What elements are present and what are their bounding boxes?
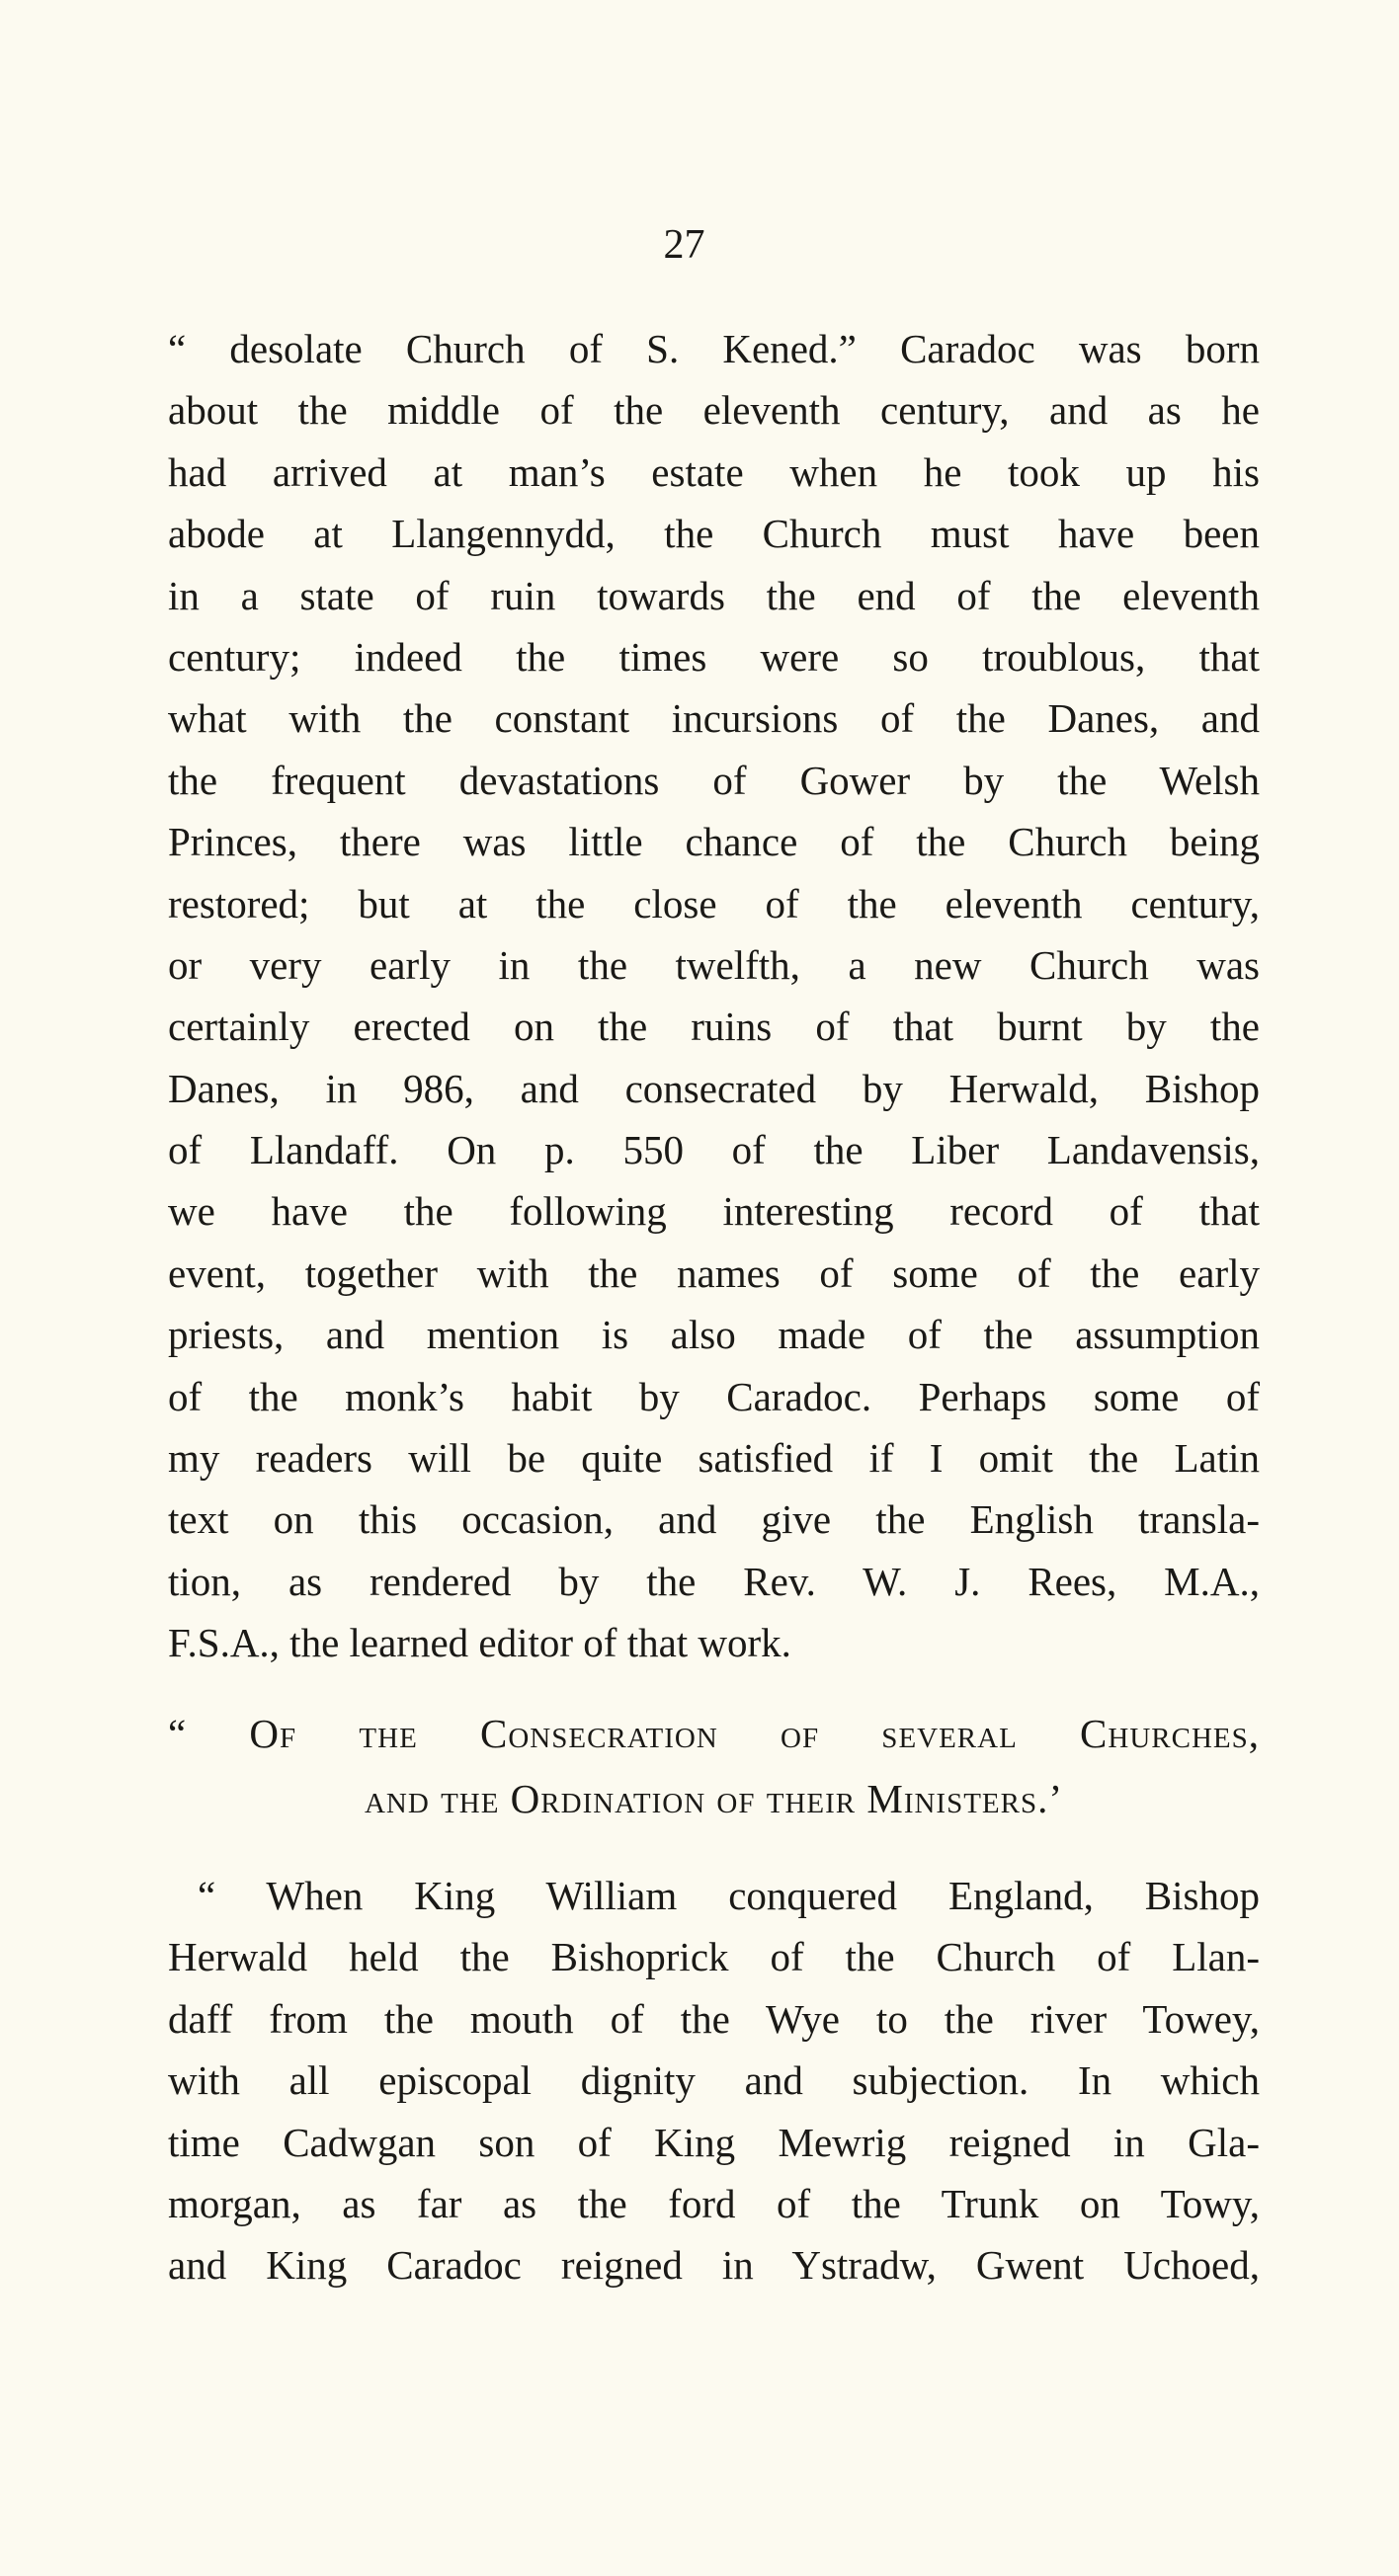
section-heading-consecration — [168, 1701, 1260, 1831]
text-line: “ When King William conquered England, Bishop — [198, 1873, 1260, 1918]
text-line: of Llandaff. On p. 550 of the Liber Landavensis, — [168, 1127, 1260, 1173]
text-line: Princes, there was little chance of the Church being — [168, 819, 1260, 865]
text-line: we have the following interesting record of that — [168, 1188, 1260, 1235]
paragraph-king-william — [168, 1865, 1260, 2296]
text-line: the frequent devastations of Gower by the Welsh — [168, 757, 1260, 803]
text-line: text on this occasion, and give the English transla- — [168, 1496, 1260, 1543]
text-line: Danes, in 986, and consecrated by Herwald, Bishop — [168, 1065, 1260, 1111]
text-line: my readers will be quite satisfied if I omit the Latin — [168, 1435, 1260, 1482]
text-line: about the middle of the eleventh century, and as he — [168, 387, 1260, 434]
text-line: what with the constant incursions of the Danes, and — [168, 695, 1260, 742]
text-line: in a state of ruin towards the end of the eleventh — [168, 572, 1260, 618]
text-line: had arrived at man’s estate when he took up his — [168, 448, 1260, 495]
text-line: morgan, as far as the ford of the Trunk on Towy, — [168, 2180, 1260, 2226]
text-line: of the monk’s habit by Caradoc. Perhaps some of — [168, 1373, 1260, 1419]
heading-line: and the Ordination of their Ministers.’ — [364, 1776, 1064, 1821]
text-line: restored; but at the close of the eleventh century, — [168, 880, 1260, 926]
text-line: tion, as rendered by the Rev. W. J. Rees, M.A., — [168, 1558, 1260, 1604]
text-line: daff from the mouth of the Wye to the river Towey, — [168, 1995, 1260, 2042]
text-line: event, together with the names of some of the early — [168, 1249, 1260, 1296]
text-line: Herwald held the Bishoprick of the Church of Llan- — [168, 1934, 1260, 1980]
text-line: priests, and mention is also made of the assumption — [168, 1312, 1260, 1358]
text-line: abode at Llangennydd, the Church must have been — [168, 511, 1260, 557]
text-line: F.S.A., the learned editor of that work. — [168, 1620, 791, 1666]
text-line: and King Caradoc reigned in Ystradw, Gwent Uchoed, — [168, 2242, 1260, 2289]
text-line: or very early in the twelfth, a new Church was — [168, 941, 1260, 988]
text-line: with all episcopal dignity and subjection. In which — [168, 2057, 1260, 2104]
paragraph-caradoc-history — [168, 318, 1260, 1674]
heading-line: “ Of the Consecration of several Churches, — [168, 1711, 1260, 1756]
text-line: “ desolate Church of S. Kened.” Caradoc was born — [168, 326, 1260, 371]
text-line: certainly erected on the ruins of that burnt by the — [168, 1004, 1260, 1050]
page-number: 27 — [663, 222, 705, 268]
text-line: time Cadwgan son of King Mewrig reigned in Gla- — [168, 2119, 1260, 2165]
text-line: century; indeed the times were so troublous, that — [168, 633, 1260, 680]
